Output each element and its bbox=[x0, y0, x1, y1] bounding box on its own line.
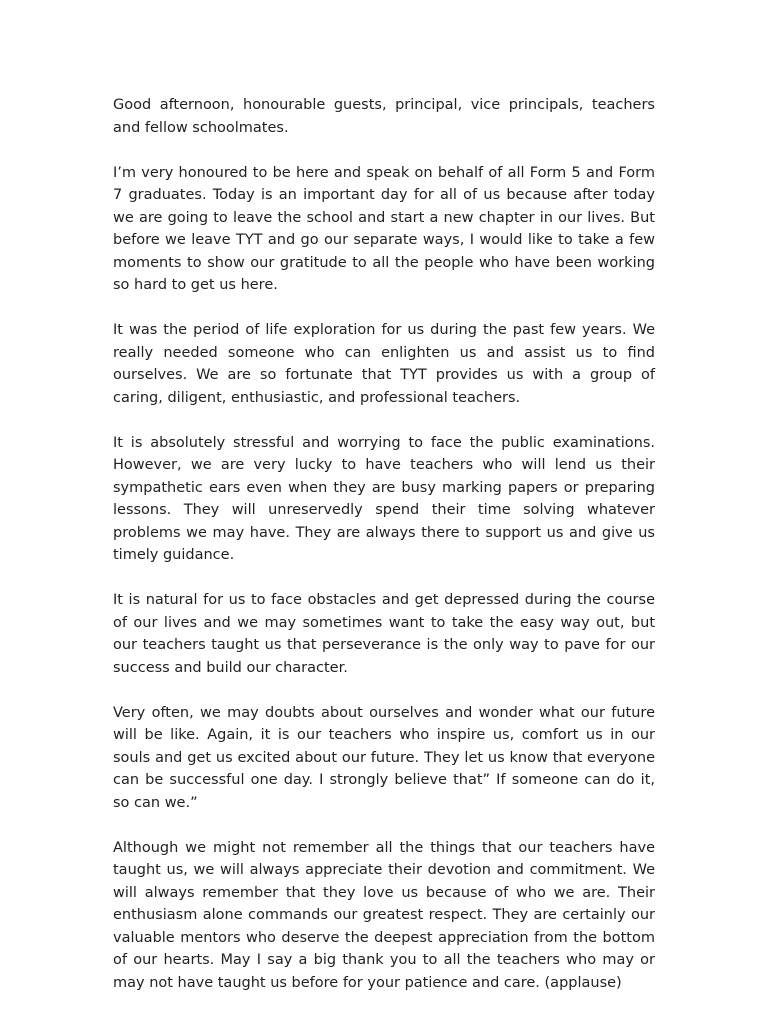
speech-body bbox=[113, 94, 655, 1017]
paragraph-self-doubt: Very often, we may doubts about ourselves and wonder what our future will be like. Again, it is our teachers who inspire us, comfort us in our souls and get us excited about our future. They let us know that everyone can be successful one day. I strongly believe that” If someone can do it, so can we.” bbox=[113, 704, 655, 811]
paragraph-public-examinations: It is absolutely stressful and worrying to face the public examinations. However, we are very lucky to have teachers who will lend us their sympathetic ears even when they are busy marking papers or preparing lessons. They will unreservedly spend their time solving whatever problems we may have. They are always there to support us and give us timely guidance. bbox=[113, 434, 655, 563]
paragraph-obstacles: It is natural for us to face obstacles and get depressed during the course of our lives and we may sometimes want to take the easy way out, but our teachers taught us that perseverance is the only way to pave for our success and build our character. bbox=[113, 592, 655, 676]
paragraph-gratitude: Although we might not remember all the things that our teachers have taught us, we will always appreciate their devotion and commitment. We will always remember that they love us because of who we are. Their enthusiasm alone commands our greatest respect. They are certainly our valuable mentors who deserve the deepest appreciation from the bottom of our hearts. May I say a big thank you to all the teachers who may or may not have taught us before for your patience and care. (applause) bbox=[113, 839, 655, 991]
paragraph-greeting: Good afternoon, honourable guests, principal, vice principals, teachers and fellow schoolmates. bbox=[113, 97, 655, 136]
paragraph-introduction: I’m very honoured to be here and speak on behalf of all Form 5 and Form 7 graduates. Today is an important day for all of us because after today we are going to leave the school and start a new chapter in our lives. But before we leave TYT and go our separate ways, I would like to take a few moments to show our gratitude to all the people who have been working so hard to get us here. bbox=[113, 164, 655, 293]
paragraph-life-exploration: It was the period of life exploration for us during the past few years. We really needed someone who can enlighten us and assist us to find ourselves. We are so fortunate that TYT provides us with a group of caring, diligent, enthusiastic, and professional teachers. bbox=[113, 322, 655, 406]
